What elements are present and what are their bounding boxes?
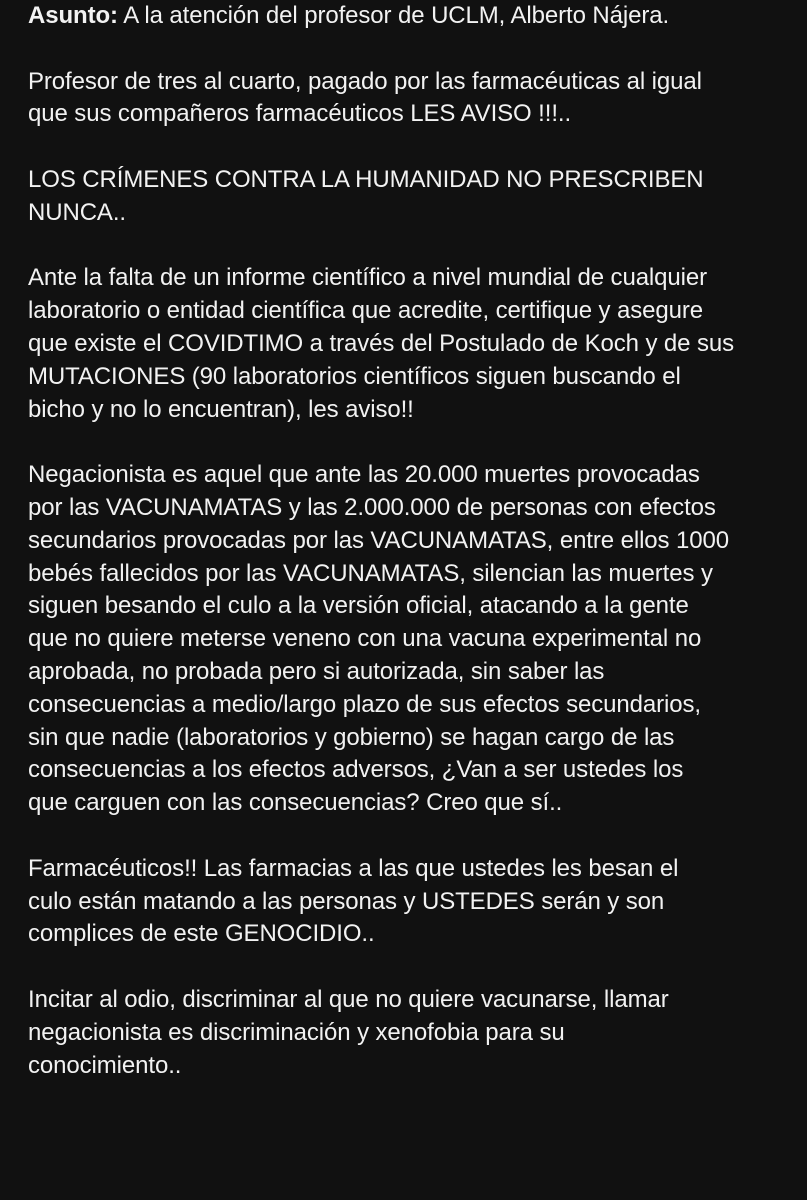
text-line: LOS CRÍMENES CONTRA LA HUMANIDAD NO PRESCRIBEN bbox=[28, 165, 704, 193]
text-line: laboratorio o entidad científica que acredite, certifique y asegure bbox=[28, 297, 704, 325]
text-line: aprobada, no probada pero si autorizada, sin saber las bbox=[28, 657, 605, 685]
text-line: Negacionista es aquel que ante las 20.000 muertes provocadas bbox=[28, 461, 700, 489]
subject-text: A la atención del profesor de UCLM, Alberto Nájera. bbox=[117, 2, 670, 29]
text-line: Ante la falta de un informe científico a nivel mundial de cualquier bbox=[28, 264, 708, 292]
subject-line bbox=[28, 0, 802, 33]
text-line: bicho y no lo encuentran), les aviso!! bbox=[28, 395, 414, 423]
text-line: que sus compañeros farmacéuticos LES AVISO !!!.. bbox=[28, 100, 572, 128]
text-line: que existe el COVIDTIMO a través del Postulado de Koch y de sus bbox=[28, 329, 735, 357]
text-line: negacionista es discriminación y xenofobia para su bbox=[28, 1018, 565, 1046]
text-line: Farmacéuticos!! Las farmacias a las que ustedes les besan el bbox=[28, 854, 679, 882]
text-line: secundarios provocadas por las VACUNAMATAS, entre ellos 1000 bbox=[28, 526, 730, 554]
text-line: consecuencias a los efectos adversos, ¿Van a ser ustedes los bbox=[28, 756, 684, 784]
message-body bbox=[28, 0, 802, 1082]
paragraph-farmaceuticos bbox=[28, 853, 802, 951]
text-line: MUTACIONES (90 laboratorios científicos siguen buscando el bbox=[28, 362, 681, 390]
text-line: culo están matando a las personas y USTEDES serán y son bbox=[28, 887, 665, 915]
paragraph-report bbox=[28, 262, 802, 426]
text-line: siguen besando el culo a la versión oficial, atacando a la gente bbox=[28, 592, 689, 620]
text-line: que carguen con las consecuencias? Creo que sí.. bbox=[28, 789, 563, 817]
text-line: complices de este GENOCIDIO.. bbox=[28, 920, 375, 948]
paragraph-warning bbox=[28, 66, 802, 132]
paragraph-odio bbox=[28, 984, 802, 1082]
text-line: bebés fallecidos por las VACUNAMATAS, silencian las muertes y bbox=[28, 559, 713, 587]
text-line: conocimiento.. bbox=[28, 1051, 182, 1079]
text-line: NUNCA.. bbox=[28, 198, 126, 226]
text-line: sin que nadie (laboratorios y gobierno) se hagan cargo de las bbox=[28, 723, 675, 751]
paragraph-crimes bbox=[28, 164, 802, 230]
text-line: consecuencias a medio/largo plazo de sus efectos secundarios, bbox=[28, 690, 701, 718]
text-line: Incitar al odio, discriminar al que no quiere vacunarse, llamar bbox=[28, 985, 669, 1013]
text-line: por las VACUNAMATAS y las 2.000.000 de personas con efectos bbox=[28, 493, 716, 521]
text-line: Profesor de tres al cuarto, pagado por las farmacéuticas al igual bbox=[28, 67, 702, 95]
subject-label: Asunto: bbox=[28, 2, 118, 29]
text-line: que no quiere meterse veneno con una vacuna experimental no bbox=[28, 625, 702, 653]
paragraph-negacionista bbox=[28, 459, 802, 820]
